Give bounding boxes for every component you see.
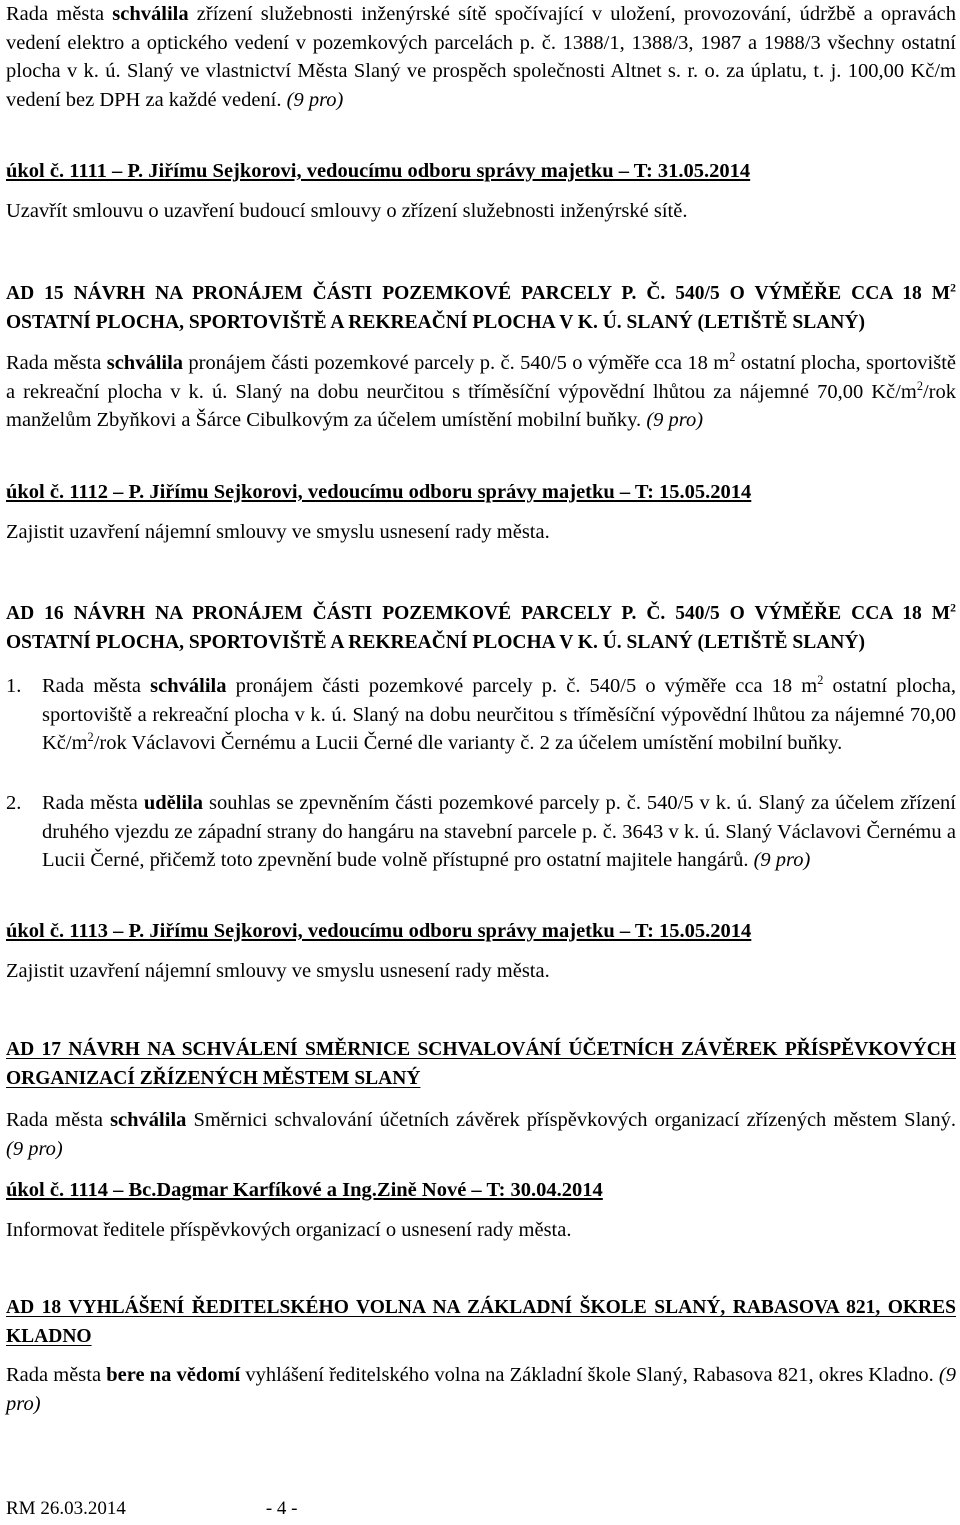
task-1114-text: Informovat ředitele příspěvkových organizací o usnesení rady města. xyxy=(6,1219,572,1241)
vote-count: (9 pro) xyxy=(753,849,811,871)
text: Rada města xyxy=(6,3,113,25)
vote-count: (9 pro) xyxy=(6,1137,63,1160)
verb: schválila xyxy=(150,675,227,697)
task-1111-label: úkol č. 1111 – P. Jiřímu Sejkorovi, vedoucímu odboru správy majetku – T: 31.05.2014 xyxy=(6,160,751,182)
task-1111-text: Uzavřít smlouvu o uzavření budoucí smlouvy o zřízení služebnosti inženýrské sítě. xyxy=(6,200,688,222)
ad16-heading: AD 16 NÁVRH NA PRONÁJEM ČÁSTI POZEMKOVÉ PARCELY P. Č. 540/5 O VÝMĚŘE CCA 18 $M^2$ OSTATNÍ PLOCHA, SPORTOVIŠTĚ A REKREAČNÍ PLOCHA V K. Ú. SLANÝ (LETIŠTĚ SLANÝ) xyxy=(6,601,956,653)
vote-count: (9 pro) xyxy=(286,88,344,111)
footer-date: RM 26.03.2014 xyxy=(6,1498,126,1519)
task-1113-text: Zajistit uzavření nájemní smlouvy ve smyslu usnesení rady města. xyxy=(6,960,550,982)
page-number: - 4 - xyxy=(265,1498,298,1519)
verb: schválila xyxy=(110,1109,187,1131)
vote-count: (9 pro) xyxy=(6,1364,956,1415)
task-1112-label: úkol č. 1112 – P. Jiřímu Sejkorovi, vedoucímu odboru správy majetku – T: 15.05.2014 xyxy=(6,481,752,503)
ad15-heading: AD 15 NÁVRH NA PRONÁJEM ČÁSTI POZEMKOVÉ PARCELY P. Č. 540/5 O VÝMĚŘE CCA 18 $M^2$ OSTATNÍ PLOCHA, SPORTOVIŠTĚ A REKREAČNÍ PLOCHA V K. Ú. SLANÝ (LETIŠTĚ SLANÝ) xyxy=(6,281,956,333)
ad18-heading: AD 18 VYHLÁŠENÍ ŘEDITELSKÉHO VOLNA NA ZÁKLADNÍ ŠKOLE SLANÝ, RABASOVA 821, OKRES KLADNO xyxy=(6,1297,956,1347)
verb: bere na vědomí xyxy=(106,1364,241,1386)
ad16-item-2: 2. Rada města udělila souhlas se zpevněním části pozemkové parcely p. č. 540/5 v k. ú. Slaný za účelem zřízení druhého vjezdu ze západní strany do hangáru na stavební parcele p. č. 3643 v k. ú. Slaný Václavovi Černému a Lucii Černé, přičemž toto zpevnění bude volně přístupné pro ostatní majitele hangárů. (9 pro) xyxy=(6,792,956,871)
page-footer xyxy=(6,1495,297,1524)
ad17-heading: AD 17 NÁVRH NA SCHVÁLENÍ SMĚRNICE SCHVALOVÁNÍ ÚČETNÍCH ZÁVĚREK PŘÍSPĚVKOVÝCH ORGANIZACÍ ZŘÍZENÝCH MĚSTEM SLANÝ xyxy=(6,1039,956,1089)
verb: schválila xyxy=(106,352,184,374)
verb: schválila xyxy=(112,3,189,25)
verb: udělila xyxy=(143,792,204,814)
resolution-ad15: Rada města schválila pronájem části pozemkové parcely p. č. 540/5 o výměře cca 18 $m^2$ ostatní plocha, sportoviště a rekreační plocha v k. ú. Slaný na dobu neurčitou s tříměsíční výpovědní lhůtou za nájemné 70,00 $Kč/m^2$/rok manželům Zbyňkovi a Šárce Cibulkovým za účelem umístění mobilní buňky. (9 pro) xyxy=(6,350,956,431)
task-1114-label: úkol č. 1114 – Bc.Dagmar Karfíkové a Ing.Zině Nové – T: 30.04.2014 xyxy=(6,1179,603,1201)
task-1112-text: Zajistit uzavření nájemní smlouvy ve smyslu usnesení rady města. xyxy=(6,521,550,543)
ad16-item-1: 1. Rada města schválila pronájem části pozemkové parcely p. č. 540/5 o výměře cca 18 $m^2$ ostatní plocha, sportoviště a rekreační plocha v k. ú. Slaný na dobu neurčitou s tříměsíční výpovědní lhůtou za nájemné 70,00 $Kč/m^2$/rok Václavovi Černému a Lucii Černé dle varianty č. 2 za účelem umístění mobilní buňky. xyxy=(6,673,956,754)
resolution-ad17: Rada města schválila Směrnici schvalování účetních závěrek příspěvkových organizací zřízených městem Slaný. (9 pro) xyxy=(6,1109,956,1160)
text: zřízení služebnosti inženýrské sítě spočívající v uložení, provozování, údržbě a opravách vedení elektro a optického vedení v pozemkových parcelách p. č. 1388/1, 1388/3, 1987 a 1988/3 všechny ostatní plocha v k. ú. Slaný ve vlastnictví Města Slaný ve prospěch společnosti Altnet s. r. o. za úplatu, t. j. 100,00 Kč/m vedení bez DPH za každé vedení. xyxy=(6,3,956,111)
task-1113-label: úkol č. 1113 – P. Jiřímu Sejkorovi, vedoucímu odboru správy majetku – T: 15.05.2014 xyxy=(6,920,752,942)
resolution-ad18: Rada města bere na vědomí vyhlášení ředitelského volna na Základní škole Slaný, Rabasova 821, okres Kladno. (9 pro) xyxy=(6,1364,956,1415)
vote-count: (9 pro) xyxy=(646,409,704,431)
resolution-p1 xyxy=(6,0,956,114)
